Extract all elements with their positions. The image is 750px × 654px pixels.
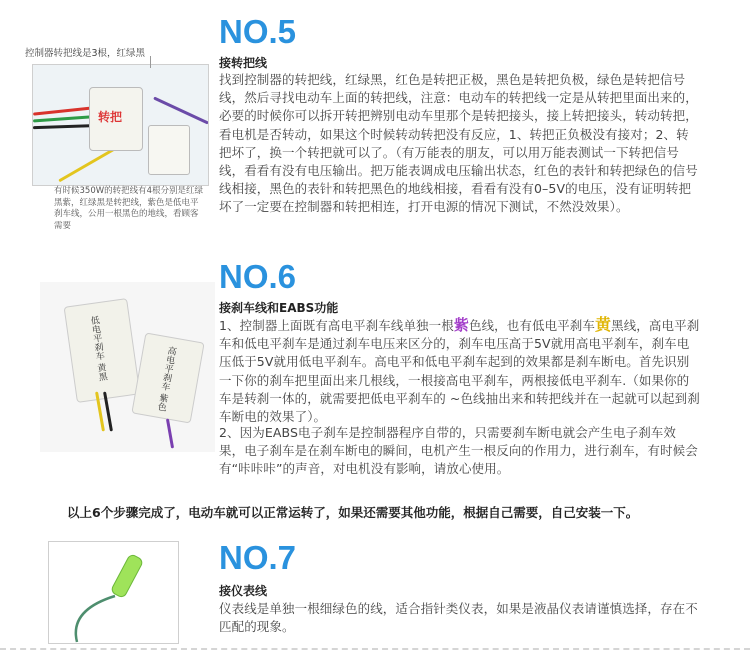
wire-caption-bottom: 有时候350W的转把线有4根分别是红绿黑紫，红绿黑是转把线，紫色是低电平刹车线，公用一根黑色的地线，看顾客需要 [54, 186, 204, 231]
brake-wire-photo [40, 282, 215, 452]
high-brake-label: 高电平刹车 紫色 [155, 345, 177, 412]
heading-no7: NO.7 [219, 539, 297, 576]
heading-no6: NO.6 [219, 258, 297, 295]
summary-line: 以上6个步骤完成了，电动车就可以正常运转了，如果还需要其他功能，根据自己需要，自己安装一下。 [67, 505, 639, 520]
brake-instructions-2: 2、因为EABS电子刹车是控制器程序自带的，只需要刹车断电就会产生电子刹车效果，电子刹车是在刹车断电的瞬间，电机产生一根反向的作用力，进行刹车，有时候会有“咔咔咔”的声音，对电机没有影响，请放心使用。 [219, 425, 698, 477]
meter-instructions: 仪表线是单独一根细绿色的线，适合指针类仪表，如果是液晶仪表请谨慎选择，存在不匹配的现象。 [219, 601, 698, 635]
subtitle-meter: 接仪表线 [219, 584, 268, 598]
yellow-word: 黄 [594, 315, 612, 334]
purple-wire [166, 418, 174, 448]
throttle-instructions: 找到控制器的转把线，红绿黑，红色是转把正极，黑色是转把负极，绿色是转把信号线，然后寻找电动车上面的转把线，注意：电动车的转把线一定是从转把里面出来的，必要的时候你可以拆开转把辨别电动车里那个是转把接头，接上转把接头，转动转把，看电机是否转动，如果这个时候转动转把没有反应，1、转把正负极没有接对；2、转把坏了，换一个转把就可以了。（有万能表的朋友，可以用万能表测试一下转把信号线，看看有没有电压输出。把万能表调成电压输出状态，红色的表针和转把绿色的信号线相接，黑色的表针和转把黑色的地线相接，看看有没有0–5V的电压，没有证明转把坏了一定要在控制器和转把相连，打开电源的情况下测试，不然没效果）。 [219, 72, 698, 215]
multi-wire [153, 96, 209, 124]
bottom-divider [0, 648, 750, 650]
subtitle-throttle: 接转把线 [219, 56, 268, 70]
low-brake-connector [64, 298, 141, 403]
purple-word: 紫 [453, 316, 469, 334]
connector-label: 转把 [98, 110, 123, 124]
meter-wire-curve [49, 542, 178, 643]
heading-no5: NO.5 [219, 13, 297, 50]
motor-connector [148, 125, 190, 175]
brake-instructions-1 [219, 316, 701, 426]
throttle-wire-photo [32, 64, 209, 186]
callout-line [150, 56, 151, 68]
brake-text-b: 色线，也有低电平刹车 [468, 318, 595, 333]
brake-text-c: 黑线，高电平刹车和低电平刹车是通过刹车电压来区分的，刹车电压高于5V就用高电平刹车，刹车电压低于5V就用低电平刹车。高电平和低电平刹车起到的效果都是刹车断电。首先识别一下你的刹车把里面出来几根线，一根接高电平刹车，两根接低电平刹车.（如果你的车是转刹一体的，就需要把低电平刹车的 ~色线抽出来和转把线并在一起就可以起到刹车断电的效果了）。 [219, 318, 700, 425]
wire-caption-top: 控制器转把线是3根，红绿黑 [25, 48, 146, 59]
high-brake-connector [131, 332, 204, 423]
throttle-connector [89, 87, 143, 151]
meter-wire-photo [48, 541, 179, 644]
brake-text-a: 1、控制器上面既有高电平刹车线单独一根 [219, 318, 454, 333]
low-brake-label: 低电平刹车 黄黑 [88, 315, 108, 382]
subtitle-brake: 接刹车线和EABS功能 [219, 301, 339, 315]
